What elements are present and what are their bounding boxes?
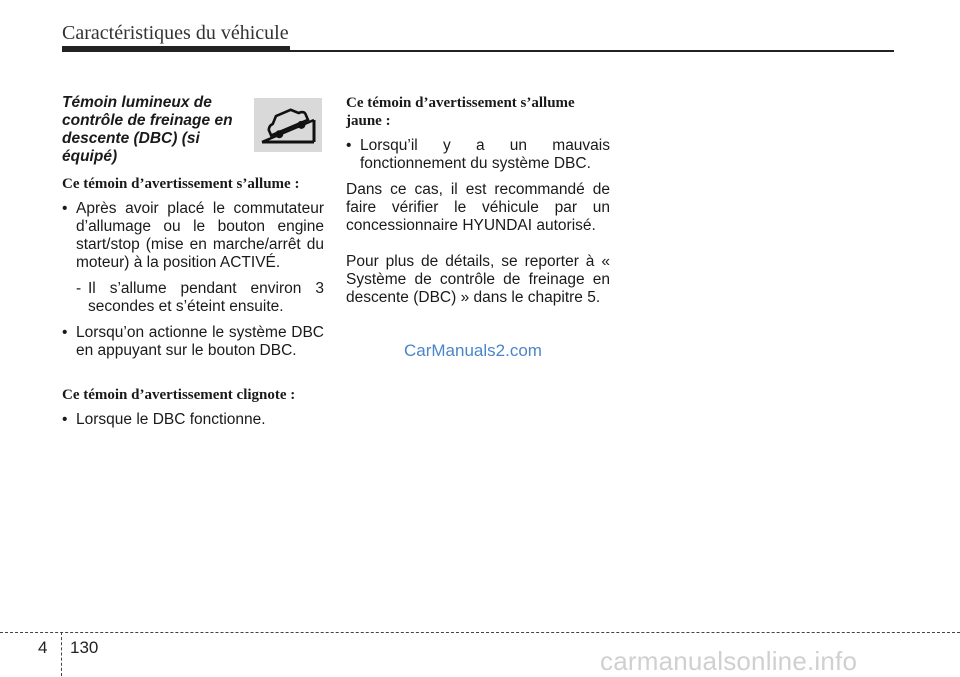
watermark-link[interactable]: CarManuals2.com [404, 341, 542, 360]
blink-heading: Ce témoin d’avertissement clignote : [62, 387, 296, 403]
list-item: • Lorsqu’on actionne le système DBC en appuyant sur le bouton DBC. [62, 324, 324, 360]
paragraph: Dans ce cas, il est recommandé de faire vérifier le véhicule par un concessionnaire HYUNDAI autorisé. [346, 181, 610, 234]
footer-rule [0, 632, 960, 633]
left-column [62, 94, 324, 429]
list-item: • Lorsque le DBC fonctionne. [62, 411, 324, 429]
page-number: 130 [70, 638, 99, 657]
list-item [62, 280, 324, 316]
section-number: 4 [38, 638, 48, 657]
page-header-title: Caractéristiques du véhicule [62, 22, 289, 44]
dbc-hill-descent-icon [254, 98, 322, 152]
list-item: • Lorsqu’il y a un mauvais fonctionnement du système DBC. [346, 137, 610, 173]
section-title: Témoin lumineux de contrôle de freinage en descente (DBC) (si équipé) [62, 94, 233, 165]
yellow-heading: Ce témoin d’avertissement s’allume jaune : [346, 95, 575, 129]
paragraph: Pour plus de détails, se reporter à « Système de contrôle de freinage en descente (DBC) » dans le chapitre 5. [346, 253, 610, 306]
list-item: • Après avoir placé le commutateur d’allumage ou le bouton engine start/stop (mise en marche/arrêt du moteur) à la position ACTIVÉ. [62, 200, 324, 272]
site-watermark: carmanualsonline.info [600, 646, 858, 676]
footer-divider [61, 632, 62, 676]
list-item-text: Il s’allume pendant environ 3 secondes et s’éteint ensuite. [88, 280, 324, 315]
header-rule-accent [62, 46, 290, 52]
dash-mark: - [76, 280, 82, 297]
right-column [346, 94, 610, 307]
on-heading: Ce témoin d’avertissement s’allume : [62, 176, 300, 192]
